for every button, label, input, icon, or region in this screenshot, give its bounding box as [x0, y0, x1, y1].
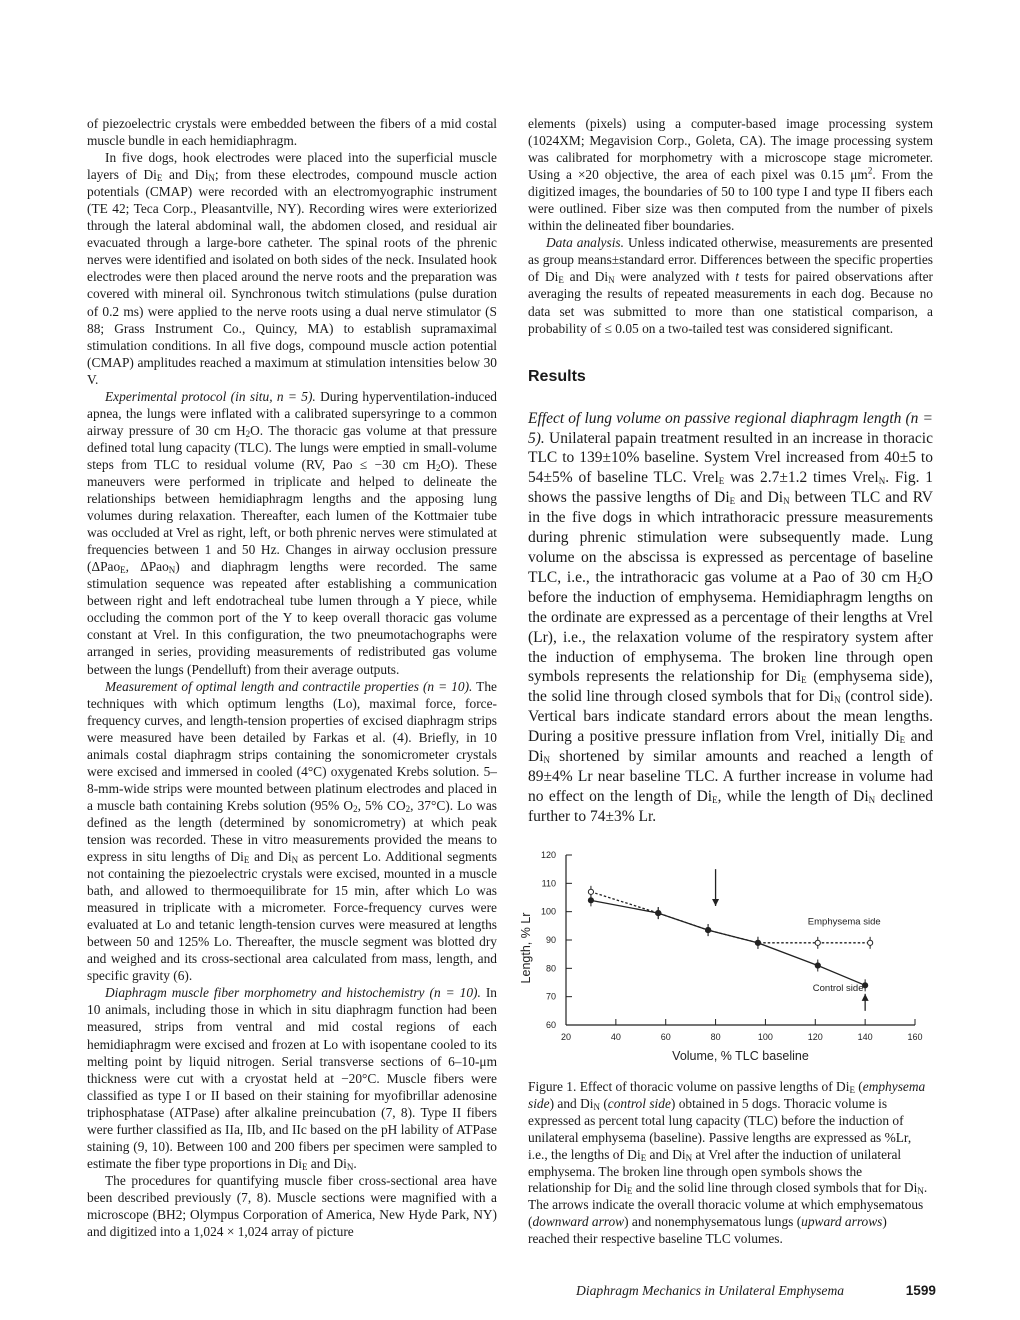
- x-tick-label: 40: [610, 1032, 621, 1042]
- left-column: [87, 115, 497, 1240]
- x-tick-label: 100: [757, 1032, 773, 1042]
- x-tick-label: 140: [857, 1032, 873, 1042]
- right-column: [528, 115, 933, 827]
- emphysema-point: [815, 940, 820, 945]
- emphysema-point: [588, 889, 593, 894]
- x-tick-label: 160: [907, 1032, 923, 1042]
- x-tick-label: 20: [560, 1032, 572, 1042]
- paragraph: Diaphragm muscle fiber morphometry and histochemistry (n = 10). In 10 animals, including those in which in situ diaphragm function had been measured, strips from ventral and mid costal regions of each hemidiaphragm were excised and frozen at Lo with isopentane cooled to its melting point by liquid nitrogen. Serial transverse sections of 6–10-μm thickness were cut with a cryostat held at −20°C. Muscle fibers were classified as type I or II based on their staining for myofibrillar adenosine triphosphatase (ATPase) after alkaline preincubation (7, 8). Type II fibers were further classified as IIa, IIb, and IIc based on the pH lability of ATPase staining (9, 10). Between 100 and 200 fibers per specimen were sampled to estimate the fiber type proportions in $Di_E$ and $Di_N$.: [87, 985, 497, 1172]
- control-point: [755, 940, 760, 945]
- y-tick-label: 80: [545, 963, 556, 974]
- control-point: [588, 898, 593, 903]
- chart: [510, 843, 930, 1073]
- x-tick-label: 80: [710, 1032, 721, 1042]
- x-tick-label: 60: [660, 1032, 671, 1042]
- y-axis-label: Length, % Lr: [519, 912, 533, 984]
- series-annotation: Emphysema side: [807, 916, 881, 928]
- y-tick-label: 90: [545, 935, 556, 945]
- paragraph: In five dogs, hook electrodes were placed into the superficial muscle layers of $Di_E$ and $Di_N$; from these electrodes, compound muscle action potentials (CMAP) were recorded with an electromyographic instrument (TE 42; Teca Corp., Pleasantville, NY). Recording wires were exteriorized through the lateral abdominal wall, the abdomen closed, and residual air evacuated through a large-bore catheter. The spinal roots of the phrenic nerves were identified and isolated on both sides of the neck. Insulated hook electrodes were then placed around the nerve roots and the preparation was covered with mineral oil. Synchronous twitch stimulations (pulse duration of 0.2 ms) were applied to the nerve roots using a dual nerve stimulator (S 88; Grass Instrument Co., Quincy, MA) to establish supramaximal stimulation conditions. In all five dogs, compound muscle action potential (CMAP) amplitudes reached a maximum at stimulation intensities below 30 V.: [87, 150, 497, 387]
- running-title: Diaphragm Mechanics in Unilateral Emphysema: [576, 1283, 845, 1298]
- x-axis-label: Volume, % TLC baseline: [672, 1049, 809, 1063]
- y-tick-label: 60: [545, 1020, 556, 1030]
- figure-caption: Figure 1. Effect of thoracic volume on passive lengths of $Di_E$ (emphysema side) and $Di_N$ (control side) obtained in 5 dogs. Thoracic volume is expressed as percent total lung capacity (TLC) before the induction of unilateral emphysema (baseline). Passive lengths are expressed as %Lr, i.e., the lengths of $Di_E$ and $Di_N$ at Vrel after the induction of unilateral emphysema. The broken line through open symbols shows the relationship for $Di_E$ and the solid line through closed symbols that for $Di_N$. The arrows indicate the overall thoracic volume at which emphysematous (downward arrow) and nonemphysematous lungs (upward arrows) reached their respective baseline TLC volumes.: [528, 1079, 928, 1247]
- paragraph: Effect of lung volume on passive regional diaphragm length (n = 5). Unilateral papain treatment resulted in an increase in thoracic TLC to 139±10% baseline. System Vrel increased from 40±5 to 54±5% of baseline TLC. Vrel$_E$ was 2.7±1.2 times Vrel$_N$. Fig. 1 shows the passive lengths of $Di_E$ and $Di_N$ between TLC and RV in the five dogs in which intrathoracic pressure measurements during phrenic stimulation were subsequently made. Lung volume on the abscissa is expressed as percentage of baseline TLC, i.e., the intrathoracic gas volume at a Pao of 30 cm $H_2O$ before the induction of emphysema. Hemidiaphragm lengths on the ordinate are expressed as a percentage of their lengths at Vrel (Lr), i.e., the relaxation volume of the respiratory system after the induction of emphysema. The broken line through open symbols represents the relationship for $Di_E$ (emphysema side), the solid line through closed symbols that for $Di_N$ (control side). Vertical bars indicate standard errors about the mean lengths. During a positive pressure inflation from Vrel, initially $Di_E$ and $Di_N$ shortened by similar amounts and reached a length of 89±4% Lr near baseline TLC. A further increase in volume had no effect on the length of $Di_E$, while the length of $Di_N$ declined further to 74±3% Lr.: [528, 409, 933, 825]
- y-tick-label: 100: [540, 906, 556, 917]
- figure-1: [510, 843, 930, 1073]
- y-tick-label: 70: [545, 991, 556, 1002]
- paragraph: of piezoelectric crystals were embedded between the fibers of a mid costal muscle bundle in each hemidiaphragm.: [87, 116, 497, 149]
- control-point: [815, 963, 820, 968]
- paragraph: Experimental protocol (in situ, n = 5). During hyperventilation-induced apnea, the lungs were inflated with a calibrated supersyringe to a common airway pressure of 30 cm $H_2O$. The thoracic gas volume at that pressure defined total lung capacity (TLC). The lungs were emptied in small-volume steps from TLC to residual volume (RV, Pao ≤ −30 cm $H_2O$). These maneuvers were performed in triplicate and helped to delineate the relationships between hemidiaphragm lengths and the apposing lung volumes during relaxation. Thereafter, each lumen of the Kottmaier tube was occluded at Vrel as right, left, or both phrenic nerves were stimulated at frequencies between 1 and 50 Hz. Changes in airway occlusion pressure (ΔPao$_E$, ΔPao$_N$) and diaphragm lengths were recorded. The same stimulation sequence was repeated after establishing a communication between right and left endotracheal tube lumen through a Y piece, while occluding the common port of the Y to keep overall thoracic gas volume constant at Vrel. In this configuration, the two pneumotachographs were arranged in series, providing measurements of redistributed gas volume between the lungs (Pendelluft) from their average outputs.: [87, 388, 497, 677]
- x-tick-label: 120: [807, 1032, 823, 1042]
- page-footer: [576, 1283, 936, 1299]
- paragraph: The procedures for quantifying muscle fiber cross-sectional area have been described previously (7, 8). Muscle sections were magnified with a microscope (BH2; Olympus Corporation of America, New Hyde Park, NY) and digitized into a 1,024 × 1,024 array of picture: [87, 1172, 497, 1240]
- arrow-head: [712, 899, 719, 906]
- y-tick-label: 110: [541, 878, 556, 889]
- paragraph: Data analysis. Unless indicated otherwise, measurements are presented as group means±standard error. Differences between the specific properties of $Di_E$ and $Di_N$ were analyzed with t tests for paired observations after averaging the results of repeated measurements in each dog. Because no data set was submitted to more than one statistical comparison, a probability of ≤ 0.05 on a two-tailed test was considered significant.: [528, 235, 934, 336]
- emphysema-point: [868, 940, 873, 945]
- paragraph: elements (pixels) using a computer-based image processing system (1024XM; Megavision Corp., Goleta, CA). The image processing system was calibrated for morphometry with a microscope stage micrometer. Using a ×20 objective, the area of each pixel was 0.15 $\mu m^2$. From the digitized images, the boundaries of 50 to 100 type I and type II fibers each were outlined. Fiber size was then computed from the number of pixels within the delineated fiber boundaries.: [528, 116, 933, 234]
- paragraph: Measurement of optimal length and contractile properties (n = 10). The techniques with which optimum lengths (Lo), maximal force, force-frequency curves, and length-tension properties of excised diaphragm strips were measured have been detailed by Farkas et al. (4). Briefly, in 10 animals costal diaphragm strips containing the sonomicrometer crystals were excised and immersed in cooled (4°C) oxygenated Krebs solution. 5–8-mm-wide strips were mounted between platinum electrodes and placed in a muscle bath containing Krebs solution (95% $O_2$, 5% $CO_2$, 37°C). Lo was defined as the length (determined by sonomicrometry) at which peak tension was recorded. These in vitro measurements provided the means to express in situ lengths of $Di_E$ and $Di_N$ as percent Lo. Additional segments not containing the piezoelectric crystals were excised, mounted in a muscle bath, and allowed to thermoequilibrate for 15 min, after which Lo was measured in triplicate with a micrometer. Force-frequency curves were evaluated at Lo and tetanic length-tension curves were measured at lengths between 50 and 125% Lo. Thereafter, the muscle segment was blotted dry and weighed and its cross-sectional area calculated from mass, length, and specific gravity (6).: [87, 678, 498, 984]
- y-tick-label: 120: [540, 850, 556, 860]
- page-number: 1599: [905, 1283, 936, 1298]
- series-annotation: Control side: [812, 983, 864, 994]
- results-heading: Results: [528, 367, 586, 385]
- results-text: [528, 409, 933, 827]
- arrow-head: [862, 994, 869, 1001]
- control-point: [705, 927, 710, 932]
- control-point: [656, 910, 661, 915]
